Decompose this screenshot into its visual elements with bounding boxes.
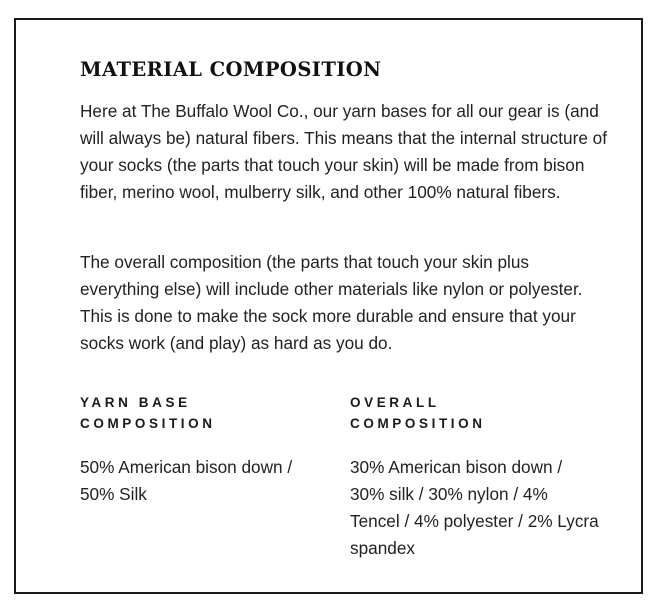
material-composition-panel: [14, 18, 643, 594]
section-title: MATERIAL COMPOSITION: [80, 58, 382, 81]
yarn-base-heading-line2: COMPOSITION: [80, 416, 216, 431]
yarn-base-column: [80, 392, 330, 508]
yarn-base-heading-line1: YARN BASE: [80, 395, 191, 410]
overall-value: 30% American bison down / 30% silk / 30% nylon / 4% Tencel / 4% polyester / 2% Lycra spandex: [350, 457, 599, 558]
yarn-base-heading: [80, 392, 330, 434]
overall-column: [350, 392, 600, 562]
overall-heading-line1: OVERALL: [350, 395, 440, 410]
overall-heading: [350, 392, 600, 434]
yarn-base-value: 50% American bison down / 50% Silk: [80, 457, 293, 504]
overall-heading-line2: COMPOSITION: [350, 416, 486, 431]
intro-paragraph: Here at The Buffalo Wool Co., our yarn bases for all our gear is (and will always be) natural fibers. This means that the internal structure of your socks (the parts that touch your skin) will be made from bison fiber, merino wool, mulberry silk, and other 100% natural fibers.: [80, 101, 608, 202]
overall-paragraph: The overall composition (the parts that touch your skin plus everything else) will include other materials like nylon or polyester. This is done to make the sock more durable and ensure that your socks work (and play) as hard as you do.: [80, 252, 583, 353]
